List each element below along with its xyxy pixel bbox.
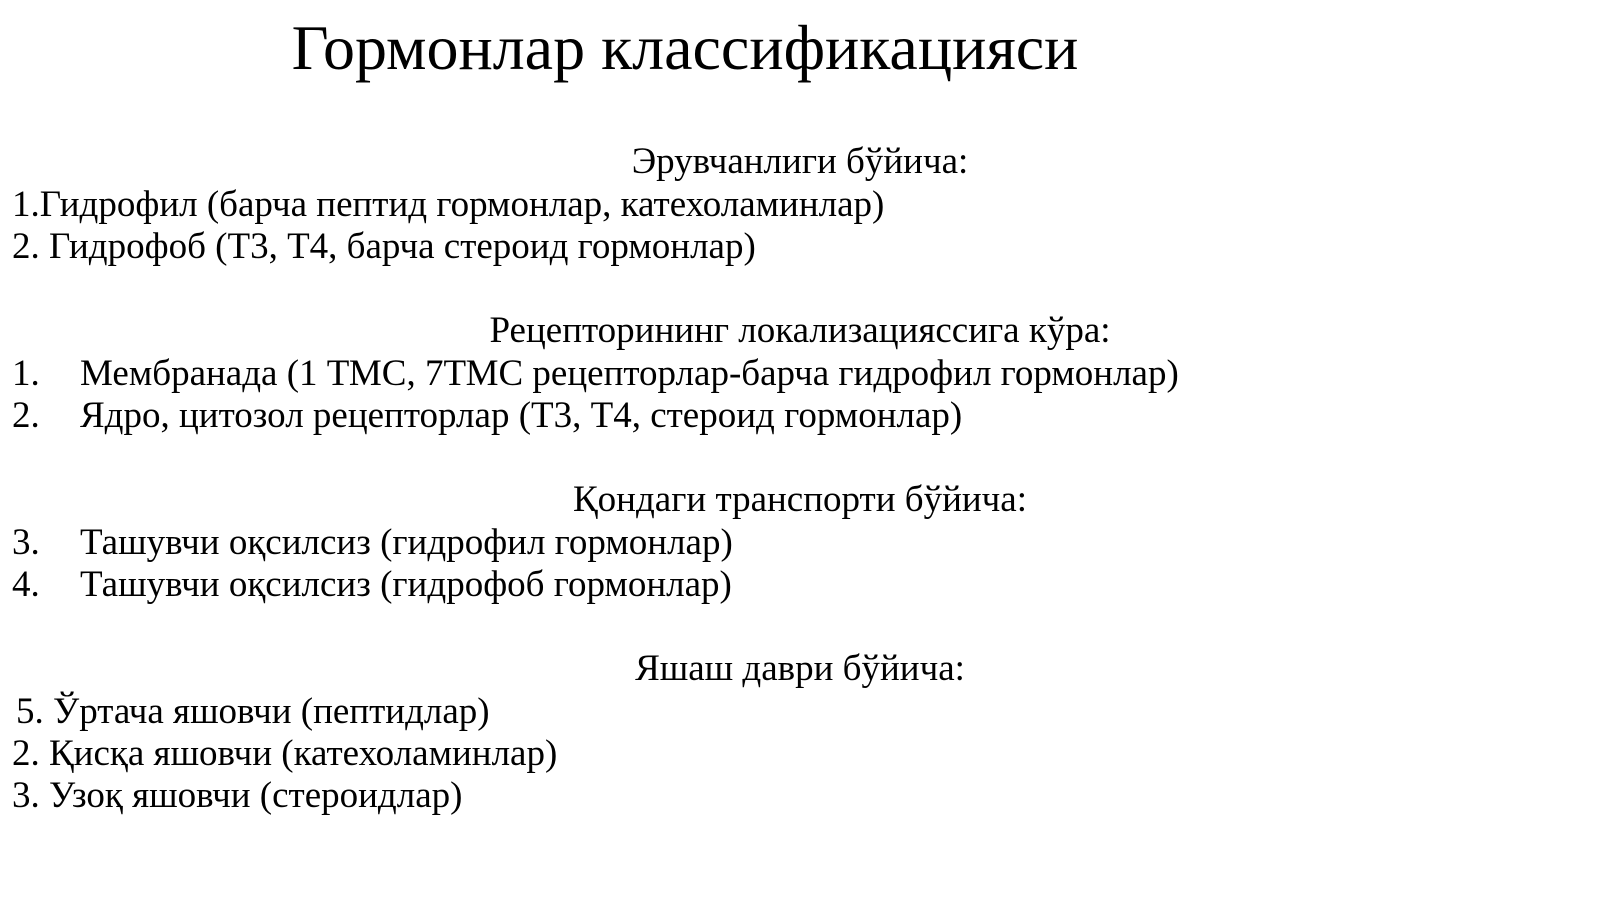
- list-item: [12, 394, 962, 438]
- list-item: 2. Гидрофоб (Т3, Т4, барча стероид гормонлар): [12, 226, 756, 267]
- section-heading-lifespan: Яшаш даври бўйича:: [635, 648, 965, 689]
- list-item-number: 1.: [12, 353, 40, 394]
- list-item-text: Мембранада (1 ТМС, 7ТМС рецепторлар-барча гидрофил гормонлар): [80, 353, 1179, 394]
- list-item-number: 3.: [12, 522, 40, 563]
- list-item: 5. Ўртача яшовчи (пептидлар): [16, 691, 490, 732]
- list-item: [12, 563, 732, 607]
- list-item-number: 2.: [12, 395, 40, 436]
- list-item-number: 4.: [12, 564, 40, 605]
- list-item-text: Ташувчи оқсилсиз (гидрофоб гормонлар): [80, 564, 732, 605]
- list-item: 2. Қисқа яшовчи (катехоламинлар): [12, 733, 558, 774]
- list-item-text: Ядро, цитозол рецепторлар (Т3, Т4, стероид гормонлар): [80, 395, 963, 436]
- list-item: [12, 352, 1179, 396]
- list-item: 3. Узоқ яшовчи (стероидлар): [12, 775, 463, 816]
- list-item: 1.Гидрофил (барча пептид гормонлар, катехоламинлар): [12, 184, 885, 225]
- section-heading-receptor-localization: Рецепторининг локализацияссига кўра:: [489, 310, 1111, 351]
- list-item: [12, 521, 733, 565]
- list-item-text: Ташувчи оқсилсиз (гидрофил гормонлар): [80, 522, 733, 563]
- section-heading-blood-transport: Қондаги транспорти бўйича:: [573, 479, 1027, 520]
- section-heading-solubility: Эрувчанлиги бўйича:: [631, 141, 969, 182]
- page-title: Гормонлар классификацияси: [291, 12, 1079, 83]
